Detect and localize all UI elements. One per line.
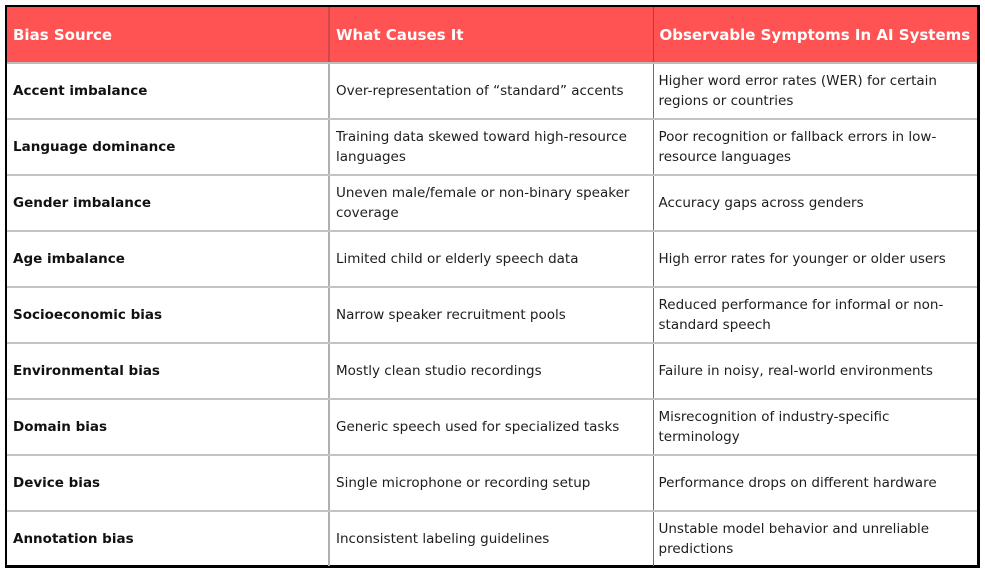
bias-source-cell: Socioeconomic bias xyxy=(7,287,329,343)
cause-cell: Mostly clean studio recordings xyxy=(329,343,653,399)
cause-cell: Narrow speaker recruitment pools xyxy=(329,287,653,343)
table-row xyxy=(7,231,977,287)
cause-cell: Uneven male/female or non-binary speaker coverage xyxy=(329,175,653,231)
symptom-cell: Higher word error rates (WER) for certain regions or countries xyxy=(653,63,977,119)
header-observable-symptoms: Observable Symptoms In AI Systems xyxy=(653,7,977,63)
symptom-cell: Poor recognition or fallback errors in low-resource languages xyxy=(653,119,977,175)
bias-source-cell: Accent imbalance xyxy=(7,63,329,119)
cause-cell: Limited child or elderly speech data xyxy=(329,231,653,287)
bias-source-cell: Language dominance xyxy=(7,119,329,175)
symptom-cell: Failure in noisy, real-world environments xyxy=(653,343,977,399)
bias-source-cell: Device bias xyxy=(7,455,329,511)
symptom-cell: Performance drops on different hardware xyxy=(653,455,977,511)
table-row xyxy=(7,511,977,566)
table-row xyxy=(7,175,977,231)
cause-cell: Over-representation of “standard” accents xyxy=(329,63,653,119)
table-row xyxy=(7,455,977,511)
bias-table-frame xyxy=(5,5,980,568)
table-row xyxy=(7,343,977,399)
table-row xyxy=(7,399,977,455)
bias-source-cell: Age imbalance xyxy=(7,231,329,287)
bias-table xyxy=(7,7,977,566)
bias-source-cell: Gender imbalance xyxy=(7,175,329,231)
symptom-cell: High error rates for younger or older users xyxy=(653,231,977,287)
cause-cell: Single microphone or recording setup xyxy=(329,455,653,511)
symptom-cell: Reduced performance for informal or non-standard speech xyxy=(653,287,977,343)
cause-cell: Inconsistent labeling guidelines xyxy=(329,511,653,566)
cause-cell: Generic speech used for specialized tasks xyxy=(329,399,653,455)
bias-source-cell: Domain bias xyxy=(7,399,329,455)
header-row xyxy=(7,7,977,63)
symptom-cell: Accuracy gaps across genders xyxy=(653,175,977,231)
header-bias-source: Bias Source xyxy=(7,7,329,63)
table-row xyxy=(7,119,977,175)
symptom-cell: Misrecognition of industry-specific terminology xyxy=(653,399,977,455)
cause-cell: Training data skewed toward high-resource languages xyxy=(329,119,653,175)
symptom-cell: Unstable model behavior and unreliable predictions xyxy=(653,511,977,566)
bias-source-cell: Environmental bias xyxy=(7,343,329,399)
table-row xyxy=(7,63,977,119)
table-row xyxy=(7,287,977,343)
header-what-causes-it: What Causes It xyxy=(329,7,653,63)
bias-source-cell: Annotation bias xyxy=(13,531,134,547)
